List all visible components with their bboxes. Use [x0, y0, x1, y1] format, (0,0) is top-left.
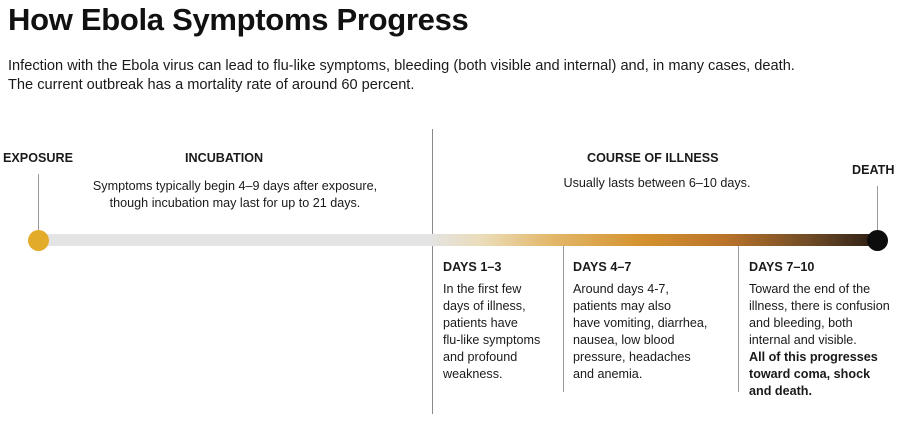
stage-line-bold: All of this progresses	[749, 350, 878, 364]
stage-heading-days-4-7: DAYS 4–7	[573, 260, 632, 274]
stage-text-days-4-7	[573, 281, 707, 383]
stage-line: patients may also	[573, 299, 672, 313]
stage-line: have vomiting, diarrhea,	[573, 316, 708, 330]
stage-line: internal and visible.	[749, 333, 857, 347]
stage-line: illness, there is confusion	[749, 299, 890, 313]
course-of-illness-label: COURSE OF ILLNESS	[587, 151, 719, 165]
stage-line-bold: and death.	[749, 384, 812, 398]
stage-heading-days-7-10: DAYS 7–10	[749, 260, 815, 274]
stage-line: and profound	[443, 350, 518, 364]
stage-line: and anemia.	[573, 367, 643, 381]
stage-line: and bleeding, both	[749, 316, 853, 330]
days-7-10-tick	[738, 246, 739, 392]
stage-line: days of illness,	[443, 299, 526, 313]
course-divider-line	[432, 129, 433, 414]
stage-text-days-7-10	[749, 281, 890, 400]
days-4-7-tick	[563, 246, 564, 392]
stage-line: Toward the end of the	[749, 282, 871, 296]
subtitle-line: Infection with the Ebola virus can lead to flu-like symptoms, bleeding (both visible and internal) and, in many cases, death.	[8, 58, 795, 74]
stage-text-days-1-3	[443, 281, 540, 383]
incubation-text-line: Symptoms typically begin 4–9 days after exposure,	[92, 179, 378, 193]
stage-line: pressure, headaches	[573, 350, 691, 364]
incubation-label: INCUBATION	[185, 151, 264, 165]
stage-line: In the first few	[443, 282, 522, 296]
stage-line: weakness.	[443, 367, 503, 381]
death-tick	[877, 186, 878, 232]
stage-line-bold: toward coma, shock	[749, 367, 871, 381]
incubation-text	[70, 178, 400, 212]
stage-line: flu-like symptoms	[443, 333, 541, 347]
death-label: DEATH	[852, 163, 895, 177]
page-title: How Ebola Symptoms Progress	[8, 2, 469, 37]
stage-line: Around days 4-7,	[573, 282, 669, 296]
progression-track	[38, 234, 878, 246]
stage-line: nausea, low blood	[573, 333, 675, 347]
exposure-tick	[38, 174, 39, 232]
exposure-dot	[28, 230, 49, 251]
course-of-illness-text: Usually lasts between 6–10 days.	[563, 176, 751, 190]
exposure-label: EXPOSURE	[3, 151, 73, 165]
subtitle-line: The current outbreak has a mortality rate of around 60 percent.	[8, 77, 415, 93]
death-dot	[867, 230, 888, 251]
incubation-text-line: though incubation may last for up to 21 days.	[109, 196, 361, 210]
stage-heading-days-1-3: DAYS 1–3	[443, 260, 502, 274]
subtitle	[8, 57, 908, 95]
stage-line: patients have	[443, 316, 518, 330]
